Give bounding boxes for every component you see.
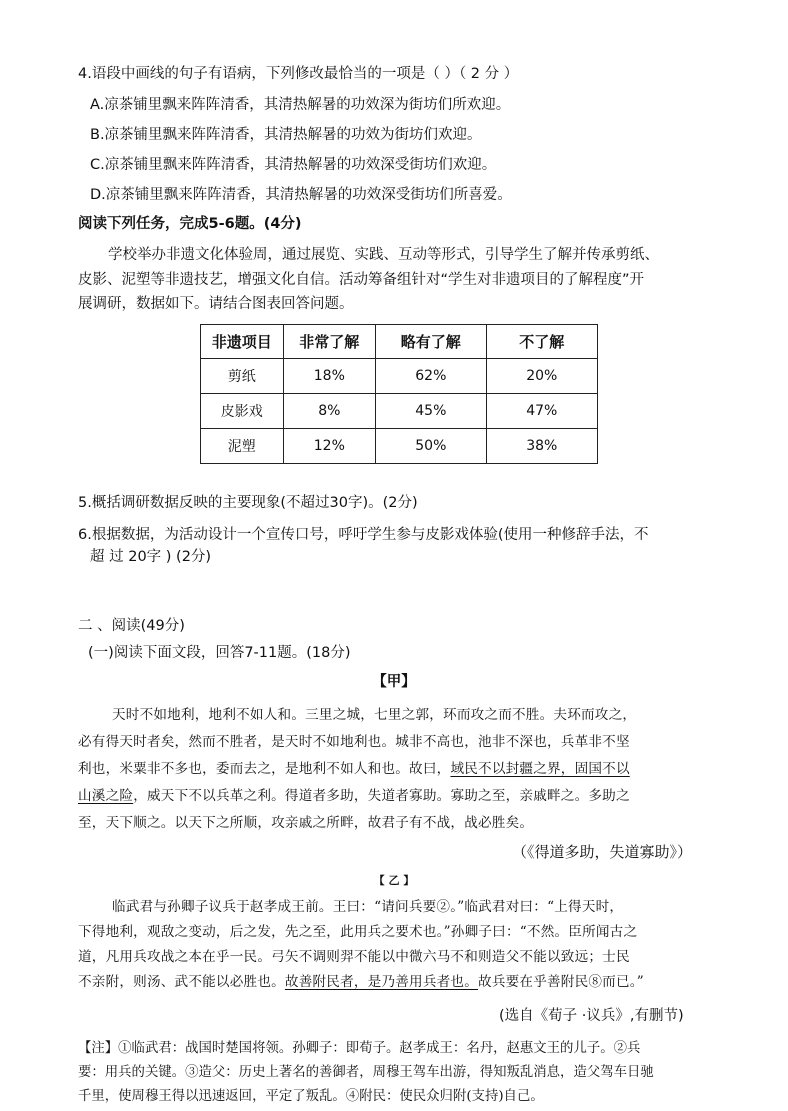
task-paragraph-line-3: 展调研，数据如下。请结合图表回答问题。 bbox=[78, 296, 354, 312]
passage-jia-line-4 bbox=[78, 786, 630, 806]
table-cell: 47% bbox=[486, 394, 597, 429]
passage-yi-source: (选自《荀子 ·议兵》,有删节) bbox=[499, 1008, 684, 1024]
question-4-option-c: C.凉茶铺里飘来阵阵清香，其清热解暑的功效深受街坊们欢迎。 bbox=[90, 157, 497, 173]
section-2-subtitle: (一)阅读下面文段，回答7-11题。(18分) bbox=[88, 645, 351, 661]
survey-table bbox=[200, 324, 598, 464]
question-4-option-d: D.凉茶铺里飘来阵阵清香，其清热解暑的功效深受街坊们所喜爱。 bbox=[90, 187, 512, 203]
table-cell: 12% bbox=[283, 429, 376, 464]
underlined-sentence: 山溪之险 bbox=[78, 788, 134, 804]
table-row bbox=[201, 359, 598, 394]
question-4-stem: 4.语段中画线的句子有语病，下列修改最恰当的一项是（ ）（ 2 分 ） bbox=[78, 66, 519, 82]
passage-jia-line-5: 至，天下顺之。以天下之所顺，攻亲戚之所畔，故君子有不战，战必胜矣。 bbox=[78, 815, 534, 831]
column-header: 不了解 bbox=[486, 325, 597, 359]
passage-text: 不亲附，则汤、武不能以必胜也。 bbox=[78, 974, 285, 990]
note-line-3: 千里，使周穆王得以迅速返回，平定了叛乱。④附民：使民众归附(支持)自己。 bbox=[78, 1089, 544, 1104]
note-line-2: 要：用兵的关键。③造父：历史上著名的善御者，周穆王驾车出游，得知叛乱消息，造父驾车日驰 bbox=[78, 1065, 654, 1080]
column-header: 略有了解 bbox=[376, 325, 486, 359]
table-cell: 剪纸 bbox=[201, 359, 284, 394]
passage-jia-label: 【甲】 bbox=[372, 674, 416, 690]
table-cell: 20% bbox=[486, 359, 597, 394]
table-cell: 皮影戏 bbox=[201, 394, 284, 429]
passage-text: 故兵要在乎善附民⑧而已。” bbox=[478, 974, 644, 990]
note-line-1: 【注】①临武君：战国时楚国将领。孙卿子：即荀子。赵孝成王：名丹，赵惠文王的儿子。②兵 bbox=[78, 1041, 641, 1056]
question-5: 5.概括调研数据反映的主要现象(不超过30字)。(2分) bbox=[78, 495, 418, 511]
column-header: 非常了解 bbox=[283, 325, 376, 359]
task-paragraph-line-1: 学校举办非遗文化体验周，通过展览、实践、互动等形式，引导学生了解并传承剪纸、 bbox=[108, 247, 659, 263]
question-6-line-1: 6.根据数据，为活动设计一个宣传口号，呼吁学生参与皮影戏体验(使用一种修辞手法，不 bbox=[78, 527, 649, 543]
section-2-title: 二 、阅读(49分) bbox=[78, 618, 185, 634]
passage-yi-label: 【 乙 】 bbox=[373, 874, 415, 887]
passage-yi-line-4 bbox=[78, 972, 644, 992]
table-cell: 62% bbox=[376, 359, 486, 394]
table-cell: 45% bbox=[376, 394, 486, 429]
passage-yi-line-2: 下得地利，观敌之变动，后之发，先之至，此用兵之要术也。”孙卿子曰：“不然。臣所闻古之 bbox=[78, 924, 638, 940]
table-row bbox=[201, 429, 598, 464]
passage-jia-line-1: 天时不如地利，地利不如人和。三里之城，七里之郭，环而攻之而不胜。夫环而攻之， bbox=[112, 707, 637, 723]
column-header: 非遗项目 bbox=[201, 325, 284, 359]
table-cell: 8% bbox=[283, 394, 376, 429]
passage-jia-line-2: 必有得天时者矣，然而不胜者，是天时不如地利也。城非不高也，池非不深也，兵革非不坚 bbox=[78, 734, 630, 750]
passage-jia-source: （《得道多助，失道寡助》） bbox=[512, 843, 693, 861]
task-paragraph-line-2: 皮影、泥塑等非遗技艺，增强文化自信。活动筹备组针对“学生对非遗项目的了解程度”开 bbox=[78, 272, 645, 288]
question-4-option-a: A.凉茶铺里飘来阵阵清香，其清热解暑的功效深为街坊们所欢迎。 bbox=[90, 97, 511, 113]
underlined-sentence: 域民不以封疆之界，固国不以 bbox=[450, 761, 630, 777]
table-cell: 18% bbox=[283, 359, 376, 394]
table-row bbox=[201, 394, 598, 429]
task-heading: 阅读下列任务，完成5-6题。(4分) bbox=[78, 216, 302, 232]
question-6-line-2: 超 过 20字 ) (2分) bbox=[90, 549, 212, 565]
table-cell: 38% bbox=[486, 429, 597, 464]
question-4-option-b: B.凉茶铺里飘来阵阵清香，其清热解暑的功效为街坊们欢迎。 bbox=[90, 127, 482, 143]
passage-yi-line-3: 道，凡用兵攻战之本在乎一民。弓矢不调则羿不能以中微六马不和则造父不能以致远；士民 bbox=[78, 949, 630, 965]
passage-text: 利也，米粟非不多也，委而去之，是地利不如人和也。故曰， bbox=[78, 761, 451, 777]
underlined-sentence: 故善附民者，是乃善用兵者也。 bbox=[284, 974, 479, 990]
passage-jia-line-3 bbox=[78, 759, 630, 779]
table-cell: 50% bbox=[376, 429, 486, 464]
table-cell: 泥塑 bbox=[201, 429, 284, 464]
passage-text: ，威天下不以兵革之利。得道者多助，失道者寡助。寡助之至，亲戚畔之。多助之 bbox=[133, 788, 630, 804]
passage-yi-line-1: 临武君与孙卿子议兵于赵孝成王前。王曰：“请问兵要②。”临武君对曰：“上得天时， bbox=[112, 899, 624, 915]
table-header-row bbox=[201, 325, 598, 359]
